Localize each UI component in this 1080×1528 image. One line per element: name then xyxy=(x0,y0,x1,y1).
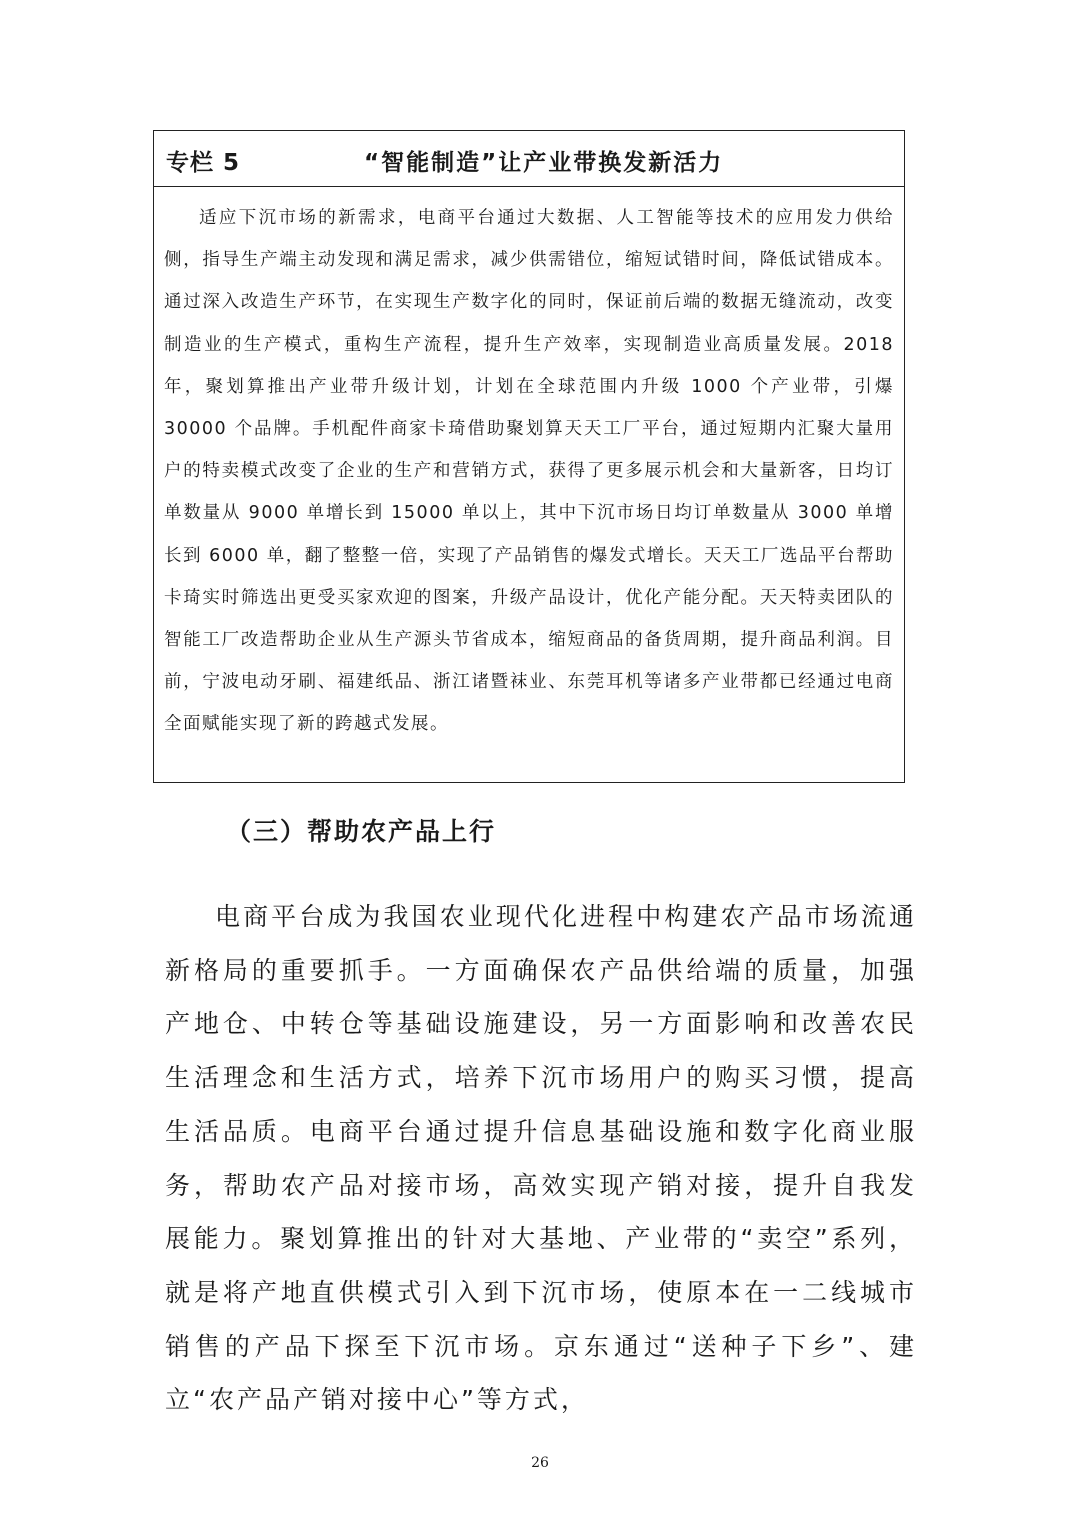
column-body-text: 适应下沉市场的新需求，电商平台通过大数据、人工智能等技术的应用发力供给侧，指导生产端主动发现和满足需求，减少供需错位，缩短试错时间，降低试错成本。通过深入改造生产环节，在实现生产数字化的同时，保证前后端的数据无缝流动，改变制造业的生产模式，重构生产流程，提升生产效率，实现制造业高质量发展。2018 年，聚划算推出产业带升级计划，计划在全球范围内升级 1000 个产业带，引爆 30000 个品牌。手机配件商家卡琦借助聚划算天天工厂平台，通过短期内汇聚大量用户的特卖模式改变了企业的生产和营销方式，获得了更多展示机会和大量新客，日均订单数量从 9000 单增长到 15000 单以上，其中下沉市场日均订单数量从 3000 单增长到 6000 单，翻了整整一倍，实现了产品销售的爆发式增长。天天工厂选品平台帮助卡琦实时筛选出更受买家欢迎的图案，升级产品设计，优化产能分配。天天特卖团队的智能工厂改造帮助企业从生产源头节省成本，缩短商品的备货周期，提升商品利润。目前，宁波电动牙刷、福建纸品、浙江诸暨袜业、东莞耳机等诸多产业带都已经通过电商全面赋能实现了新的跨越式发展。 xyxy=(164,208,894,735)
column-title: “智能制造”让产业带换发新活力 xyxy=(364,150,724,176)
section-heading: （三）帮助农产品上行 xyxy=(226,817,497,846)
column-label: 专栏 5 xyxy=(166,150,241,176)
column-box-header xyxy=(154,131,904,187)
section-paragraph: 电商平台成为我国农业现代化进程中构建农产品市场流通新格局的重要抓手。一方面确保农产品供给端的质量，加强产地仓、中转仓等基础设施建设，另一方面影响和改善农民生活理念和生活方式，培养下沉市场用户的购买习惯，提高生活品质。电商平台通过提升信息基础设施和数字化商业服务，帮助农产品对接市场，高效实现产销对接，提升自我发展能力。聚划算推出的针对大基地、产业带的“卖空”系列，就是将产地直供模式引入到下沉市场，使原本在一二线城市销售的产品下探至下沉市场。京东通过“送种子下乡”、建立“农产品产销对接中心”等方式， xyxy=(165,902,917,1415)
column-box xyxy=(153,130,905,783)
page-number: 26 xyxy=(531,1455,549,1471)
